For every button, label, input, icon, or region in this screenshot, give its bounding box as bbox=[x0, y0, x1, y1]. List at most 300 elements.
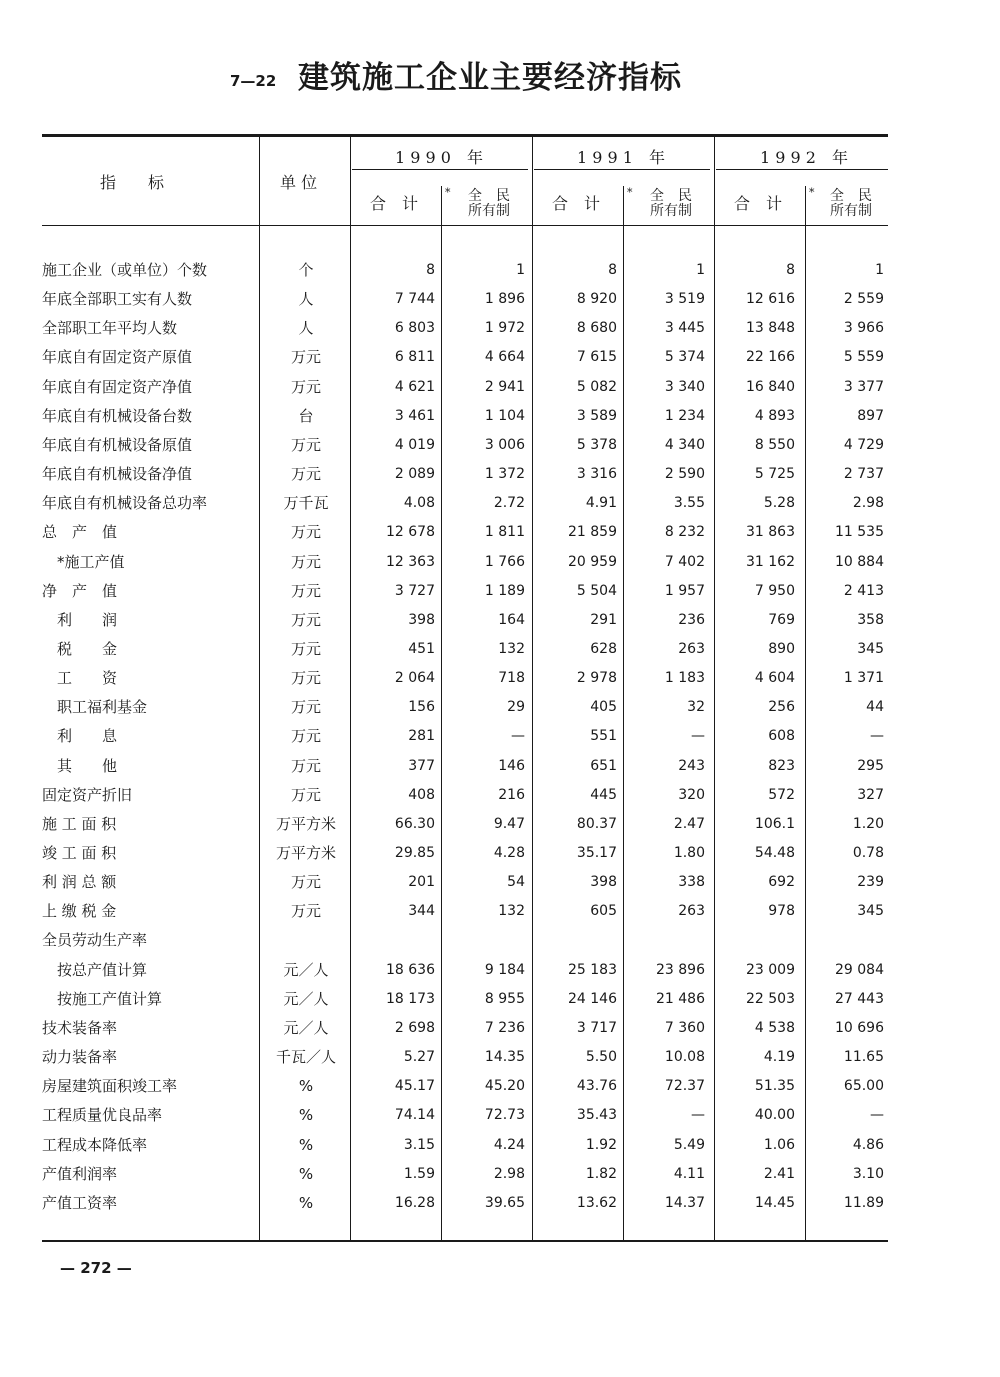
row-value: 5 378 bbox=[576, 436, 617, 453]
row-unit: 万元 bbox=[290, 756, 321, 775]
row-value: 21 859 bbox=[568, 524, 617, 541]
row-value: 4 538 bbox=[754, 1019, 795, 1036]
row-value: 32 bbox=[687, 699, 705, 716]
row-value: 10 696 bbox=[835, 1019, 884, 1036]
row-value: 2 737 bbox=[843, 466, 884, 483]
row-value: 51.35 bbox=[754, 1078, 795, 1095]
row-value: 605 bbox=[590, 903, 617, 920]
table-row bbox=[0, 752, 1000, 781]
row-value: 29.85 bbox=[394, 845, 435, 861]
table-row bbox=[0, 781, 1000, 810]
row-unit: 万元 bbox=[290, 698, 321, 717]
table-row bbox=[0, 489, 1000, 518]
table-row bbox=[0, 1131, 1000, 1160]
row-unit: 万平方米 bbox=[275, 844, 336, 862]
state-owned-line2: 所有制 bbox=[468, 203, 510, 219]
state-owned-line1: 全 民 bbox=[650, 188, 692, 204]
row-value: 628 bbox=[590, 640, 617, 657]
row-value: 295 bbox=[857, 757, 884, 774]
row-unit: 万元 bbox=[290, 348, 321, 367]
row-value: 5 374 bbox=[664, 349, 705, 366]
row-unit: 万千瓦 bbox=[283, 494, 329, 513]
table-row bbox=[0, 1043, 1000, 1072]
row-value: 201 bbox=[408, 874, 435, 891]
table-row bbox=[0, 431, 1000, 460]
row-value: 7 950 bbox=[754, 582, 795, 599]
row-value: 692 bbox=[768, 874, 795, 891]
row-value: 345 bbox=[857, 640, 884, 657]
table-row bbox=[0, 693, 1000, 722]
row-value: 3 340 bbox=[664, 378, 705, 395]
header-year-1990: 1 9 9 0 年 bbox=[395, 148, 483, 167]
row-label: 按总产值计算 bbox=[42, 960, 148, 979]
row-value bbox=[620, 926, 705, 955]
row-unit: 万元 bbox=[290, 727, 321, 746]
row-value: 281 bbox=[408, 728, 435, 745]
row-value: 377 bbox=[408, 757, 435, 774]
row-value: 1 957 bbox=[664, 582, 705, 599]
row-value: 1 104 bbox=[484, 407, 525, 424]
row-label: 施 工 面 积 bbox=[42, 814, 117, 833]
row-value: 2 941 bbox=[484, 378, 525, 395]
row-value: 2 089 bbox=[394, 466, 435, 483]
row-value: 1 371 bbox=[843, 670, 884, 687]
table-row bbox=[0, 606, 1000, 635]
row-label: 按施工产值计算 bbox=[42, 989, 163, 1008]
row-value: 1 234 bbox=[664, 407, 705, 424]
row-label: 技术装备率 bbox=[42, 1018, 118, 1037]
row-unit: 元／人 bbox=[283, 989, 329, 1008]
row-value: 0.78 bbox=[852, 845, 884, 861]
table-row bbox=[0, 839, 1000, 868]
row-value: 7 744 bbox=[394, 291, 435, 308]
row-value: 8 920 bbox=[576, 291, 617, 308]
row-value: 2.98 bbox=[852, 495, 884, 512]
table-row bbox=[0, 577, 1000, 606]
row-value: 4 340 bbox=[664, 436, 705, 453]
table-row bbox=[0, 1014, 1000, 1043]
row-value: 5.50 bbox=[585, 1049, 617, 1066]
row-value: 1 972 bbox=[484, 320, 525, 337]
row-value: 4 621 bbox=[394, 378, 435, 395]
row-value: 43.76 bbox=[576, 1078, 617, 1095]
row-label: 竣 工 面 积 bbox=[42, 844, 117, 862]
row-label: 税 金 bbox=[42, 639, 118, 658]
state-owned-line2: 所有制 bbox=[830, 203, 872, 219]
row-value: 8 bbox=[608, 262, 617, 278]
row-value: 2 698 bbox=[394, 1019, 435, 1036]
row-value: 1 811 bbox=[484, 524, 525, 541]
row-label: 产值工资率 bbox=[42, 1193, 118, 1212]
header-total-1992: 合 计 bbox=[734, 194, 783, 213]
row-value: 2 978 bbox=[576, 670, 617, 687]
row-value: 3 966 bbox=[843, 320, 884, 337]
table-row bbox=[0, 314, 1000, 343]
row-value: 45.20 bbox=[484, 1078, 525, 1095]
row-label: 其 他 bbox=[42, 756, 118, 775]
row-label: 固定资产折旧 bbox=[42, 785, 133, 804]
row-value: 54.48 bbox=[754, 845, 795, 861]
row-value: 12 616 bbox=[746, 291, 795, 308]
row-value: 572 bbox=[768, 786, 795, 803]
row-value: 14.37 bbox=[664, 1194, 705, 1211]
row-value: 2 590 bbox=[664, 466, 705, 483]
table-row bbox=[0, 926, 1000, 955]
row-value: 4 893 bbox=[754, 407, 795, 424]
row-value: 8 bbox=[426, 262, 435, 278]
row-unit: 万元 bbox=[290, 873, 321, 892]
row-value: 3 717 bbox=[576, 1019, 617, 1036]
row-unit: 台 bbox=[298, 406, 314, 425]
row-value bbox=[532, 926, 617, 955]
row-unit: 万元 bbox=[290, 902, 321, 921]
row-value: 4 729 bbox=[843, 436, 884, 453]
row-value bbox=[350, 926, 435, 955]
table-row bbox=[0, 868, 1000, 897]
row-unit: 万元 bbox=[290, 610, 321, 629]
table-row bbox=[0, 256, 1000, 285]
row-value: 4.24 bbox=[493, 1136, 525, 1153]
row-value: 31 162 bbox=[746, 553, 795, 570]
row-value: 35.43 bbox=[576, 1107, 617, 1124]
row-value: 29 084 bbox=[835, 961, 884, 978]
row-unit: 人 bbox=[298, 290, 314, 309]
row-value: 14.35 bbox=[484, 1049, 525, 1066]
row-value: 21 486 bbox=[656, 990, 705, 1007]
row-value bbox=[440, 926, 525, 955]
row-unit: 万元 bbox=[290, 785, 321, 804]
row-label: 工 资 bbox=[42, 669, 118, 688]
table-row bbox=[0, 664, 1000, 693]
table-row bbox=[0, 343, 1000, 372]
row-value: 4 664 bbox=[484, 349, 525, 366]
row-value: 978 bbox=[768, 903, 795, 920]
row-label: 动力装备率 bbox=[42, 1048, 118, 1067]
row-unit: 元／人 bbox=[283, 960, 329, 979]
table-row bbox=[0, 956, 1000, 985]
row-value: 2 413 bbox=[843, 582, 884, 599]
row-value: 29 bbox=[507, 699, 525, 716]
table-row bbox=[0, 810, 1000, 839]
row-value: 4.19 bbox=[763, 1049, 795, 1066]
row-value: 6 811 bbox=[394, 349, 435, 366]
row-value: 236 bbox=[678, 611, 705, 628]
row-value: 11.89 bbox=[843, 1194, 884, 1211]
row-value: 5.49 bbox=[673, 1136, 705, 1153]
row-value: 8 955 bbox=[484, 990, 525, 1007]
row-unit: % bbox=[298, 1193, 314, 1212]
row-label: 年底自有固定资产原值 bbox=[42, 348, 193, 367]
header-unit: 单 位 bbox=[280, 173, 318, 192]
row-label: 全部职工年平均人数 bbox=[42, 319, 178, 338]
row-label: 年底全部职工实有人数 bbox=[42, 290, 193, 309]
row-value: 7 615 bbox=[576, 349, 617, 366]
row-value: 27 443 bbox=[835, 990, 884, 1007]
header-year-1991: 1 9 9 1 年 bbox=[577, 148, 665, 167]
row-value: 132 bbox=[498, 640, 525, 657]
row-value: — bbox=[870, 728, 884, 745]
row-value: 4.11 bbox=[673, 1165, 705, 1182]
row-value: 1.82 bbox=[585, 1165, 617, 1182]
row-value: 23 009 bbox=[746, 961, 795, 978]
row-unit: 万元 bbox=[290, 552, 321, 571]
header-indicator: 指 标 bbox=[100, 173, 165, 192]
row-value: 20 959 bbox=[568, 553, 617, 570]
row-value: 243 bbox=[678, 757, 705, 774]
row-label: 房屋建筑面积竣工率 bbox=[42, 1077, 178, 1096]
row-value: 651 bbox=[590, 757, 617, 774]
row-value: 74.14 bbox=[394, 1107, 435, 1124]
state-owned-line1: 全 民 bbox=[468, 188, 510, 204]
row-value: 3 377 bbox=[843, 378, 884, 395]
row-label: 年底自有机械设备台数 bbox=[42, 406, 193, 425]
table-title: 建筑施工企业主要经济指标 bbox=[298, 60, 682, 96]
row-unit: % bbox=[298, 1135, 314, 1154]
row-unit: 万元 bbox=[290, 523, 321, 542]
row-value: 358 bbox=[857, 611, 884, 628]
row-label: 净 产 值 bbox=[42, 581, 118, 600]
row-value: 4.86 bbox=[852, 1136, 884, 1153]
row-value: 718 bbox=[498, 670, 525, 687]
row-label: 利 息 bbox=[42, 727, 118, 746]
row-value: 3 589 bbox=[576, 407, 617, 424]
row-unit: 万元 bbox=[290, 435, 321, 454]
row-value: 18 173 bbox=[386, 990, 435, 1007]
table-row bbox=[0, 285, 1000, 314]
row-value: 4 019 bbox=[394, 436, 435, 453]
row-label: 年底自有机械设备总功率 bbox=[42, 494, 208, 513]
row-unit: 万元 bbox=[290, 581, 321, 600]
row-value: 769 bbox=[768, 611, 795, 628]
row-value: 8 550 bbox=[754, 436, 795, 453]
row-value: 3 006 bbox=[484, 436, 525, 453]
row-value: 3 445 bbox=[664, 320, 705, 337]
row-unit: % bbox=[298, 1077, 314, 1096]
row-value: 11 535 bbox=[835, 524, 884, 541]
row-value: 132 bbox=[498, 903, 525, 920]
header-year-1992: 1 9 9 2 年 bbox=[760, 148, 848, 167]
row-value: 405 bbox=[590, 699, 617, 716]
row-value: 22 503 bbox=[746, 990, 795, 1007]
row-unit: 万元 bbox=[290, 377, 321, 396]
row-value: 1 189 bbox=[484, 582, 525, 599]
row-value: 1 766 bbox=[484, 553, 525, 570]
row-unit: 万元 bbox=[290, 639, 321, 658]
table-row bbox=[0, 1072, 1000, 1101]
row-value: 1 896 bbox=[484, 291, 525, 308]
row-label: 总 产 值 bbox=[42, 523, 118, 542]
table-row bbox=[0, 373, 1000, 402]
row-label: 工程成本降低率 bbox=[42, 1135, 148, 1154]
row-value bbox=[710, 926, 795, 955]
row-value: 11.65 bbox=[843, 1049, 884, 1066]
row-value: 106.1 bbox=[754, 815, 795, 832]
row-value: 4.91 bbox=[585, 495, 617, 512]
row-value: 2.41 bbox=[763, 1165, 795, 1182]
table-number: 7—22 bbox=[230, 72, 277, 90]
table-row bbox=[0, 460, 1000, 489]
row-value: 10 884 bbox=[835, 553, 884, 570]
row-value: 72.37 bbox=[664, 1078, 705, 1095]
row-value: 164 bbox=[498, 611, 525, 628]
row-value: 398 bbox=[590, 874, 617, 891]
row-value: 1.80 bbox=[673, 845, 705, 861]
table-row bbox=[0, 1189, 1000, 1218]
row-value: 23 896 bbox=[656, 961, 705, 978]
row-value: — bbox=[870, 1107, 884, 1124]
row-unit: 万元 bbox=[290, 669, 321, 688]
row-value: 5 504 bbox=[576, 582, 617, 599]
row-unit: % bbox=[298, 1106, 314, 1125]
row-value: 3.10 bbox=[852, 1165, 884, 1182]
row-value bbox=[799, 926, 884, 955]
row-value: 1 bbox=[875, 262, 884, 278]
table-row bbox=[0, 548, 1000, 577]
row-value: 39.65 bbox=[484, 1194, 525, 1211]
row-value: 8 232 bbox=[664, 524, 705, 541]
row-value: 5 725 bbox=[754, 466, 795, 483]
row-value: 4.28 bbox=[493, 845, 525, 861]
row-value: 320 bbox=[678, 786, 705, 803]
row-unit: 万元 bbox=[290, 465, 321, 484]
row-label: 施工企业（或单位）个数 bbox=[42, 261, 208, 279]
table-row bbox=[0, 985, 1000, 1014]
row-value: 2.72 bbox=[493, 495, 525, 512]
row-value: 13.62 bbox=[576, 1194, 617, 1211]
row-value: 3 727 bbox=[394, 582, 435, 599]
row-value: 2 064 bbox=[394, 670, 435, 687]
table-row bbox=[0, 635, 1000, 664]
row-value: 344 bbox=[408, 903, 435, 920]
row-unit: 元／人 bbox=[283, 1018, 329, 1037]
row-value: — bbox=[691, 728, 705, 745]
row-value: 2 559 bbox=[843, 291, 884, 308]
row-label: 利 润 总 额 bbox=[42, 873, 117, 892]
row-value: 408 bbox=[408, 786, 435, 803]
row-value: 3 519 bbox=[664, 291, 705, 308]
table-row bbox=[0, 1101, 1000, 1130]
row-value: 5.28 bbox=[763, 495, 795, 512]
row-unit bbox=[262, 926, 350, 955]
state-owned-line2: 所有制 bbox=[650, 203, 692, 219]
row-value: 12 363 bbox=[386, 553, 435, 570]
table-row bbox=[0, 518, 1000, 547]
row-value: 2.47 bbox=[673, 815, 705, 832]
row-value: 1.06 bbox=[763, 1136, 795, 1153]
row-unit: 千瓦／人 bbox=[275, 1048, 336, 1067]
header-total-1990: 合 计 bbox=[370, 194, 419, 213]
row-label: 全员劳动生产率 bbox=[42, 931, 148, 950]
row-value: 18 636 bbox=[386, 961, 435, 978]
row-value: 5.27 bbox=[403, 1049, 435, 1066]
row-value: 14.45 bbox=[754, 1194, 795, 1211]
row-label: *施工产值 bbox=[42, 552, 125, 571]
row-label: 产值利润率 bbox=[42, 1164, 118, 1183]
row-value: 445 bbox=[590, 786, 617, 803]
row-value: 338 bbox=[678, 874, 705, 891]
row-value: 156 bbox=[408, 699, 435, 716]
row-value: 31 863 bbox=[746, 524, 795, 541]
row-value: 890 bbox=[768, 640, 795, 657]
row-value: 16.28 bbox=[394, 1194, 435, 1211]
header-total-1991: 合 计 bbox=[552, 194, 601, 213]
row-label: 年底自有固定资产净值 bbox=[42, 377, 193, 396]
row-value: 2.98 bbox=[493, 1165, 525, 1182]
row-value: 54 bbox=[507, 874, 525, 891]
row-value: 3 461 bbox=[394, 407, 435, 424]
row-value: 12 678 bbox=[386, 524, 435, 541]
row-value: 80.37 bbox=[576, 815, 617, 832]
row-value: 6 803 bbox=[394, 320, 435, 337]
row-value: 608 bbox=[768, 728, 795, 745]
row-label: 年底自有机械设备原值 bbox=[42, 435, 193, 454]
row-value: 40.00 bbox=[754, 1107, 795, 1124]
row-value: 398 bbox=[408, 611, 435, 628]
row-value: 1.92 bbox=[585, 1136, 617, 1153]
row-value: 9 184 bbox=[484, 961, 525, 978]
row-value: 7 360 bbox=[664, 1019, 705, 1036]
row-value: 263 bbox=[678, 640, 705, 657]
row-value: — bbox=[691, 1107, 705, 1124]
row-label: 工程质量优良品率 bbox=[42, 1106, 163, 1125]
row-value: 45.17 bbox=[394, 1078, 435, 1095]
page-number: — 272 — bbox=[60, 1259, 132, 1277]
row-value: 13 848 bbox=[746, 320, 795, 337]
row-value: 35.17 bbox=[576, 845, 617, 861]
row-value: 65.00 bbox=[843, 1078, 884, 1095]
row-value: 4.08 bbox=[403, 495, 435, 512]
row-value: 1 183 bbox=[664, 670, 705, 687]
row-unit: 人 bbox=[298, 319, 314, 338]
row-value: 551 bbox=[590, 728, 617, 745]
row-value: 44 bbox=[866, 699, 884, 716]
row-label: 年底自有机械设备净值 bbox=[42, 465, 193, 484]
row-label: 职工福利基金 bbox=[42, 698, 148, 717]
row-value: 10.08 bbox=[664, 1049, 705, 1066]
row-unit: 个 bbox=[298, 261, 314, 279]
row-unit: % bbox=[298, 1164, 314, 1183]
row-value: 5 559 bbox=[843, 349, 884, 366]
state-owned-star-1992: * bbox=[809, 186, 815, 199]
row-value: 1.59 bbox=[403, 1165, 435, 1182]
row-value: 3.55 bbox=[673, 495, 705, 512]
row-value: 9.47 bbox=[493, 815, 525, 832]
row-value: 1 bbox=[696, 262, 705, 278]
row-value: 1 bbox=[516, 262, 525, 278]
row-label: 上 缴 税 金 bbox=[42, 902, 117, 921]
row-value: 451 bbox=[408, 640, 435, 657]
row-value: 216 bbox=[498, 786, 525, 803]
table-row bbox=[0, 897, 1000, 926]
row-value: 256 bbox=[768, 699, 795, 716]
row-unit: 万平方米 bbox=[275, 814, 336, 833]
table-row bbox=[0, 1160, 1000, 1189]
state-owned-star-1991: * bbox=[627, 186, 633, 199]
row-value: 3.15 bbox=[403, 1136, 435, 1153]
row-value: 4 604 bbox=[754, 670, 795, 687]
row-label: 利 润 bbox=[42, 610, 118, 629]
row-value: 8 bbox=[786, 262, 795, 278]
row-value: 16 840 bbox=[746, 378, 795, 395]
table-row bbox=[0, 402, 1000, 431]
row-value: 5 082 bbox=[576, 378, 617, 395]
row-value: 327 bbox=[857, 786, 884, 803]
row-value: 146 bbox=[498, 757, 525, 774]
row-value: 66.30 bbox=[394, 815, 435, 832]
state-owned-line1: 全 民 bbox=[830, 188, 872, 204]
row-value: 3 316 bbox=[576, 466, 617, 483]
row-value: 345 bbox=[857, 903, 884, 920]
